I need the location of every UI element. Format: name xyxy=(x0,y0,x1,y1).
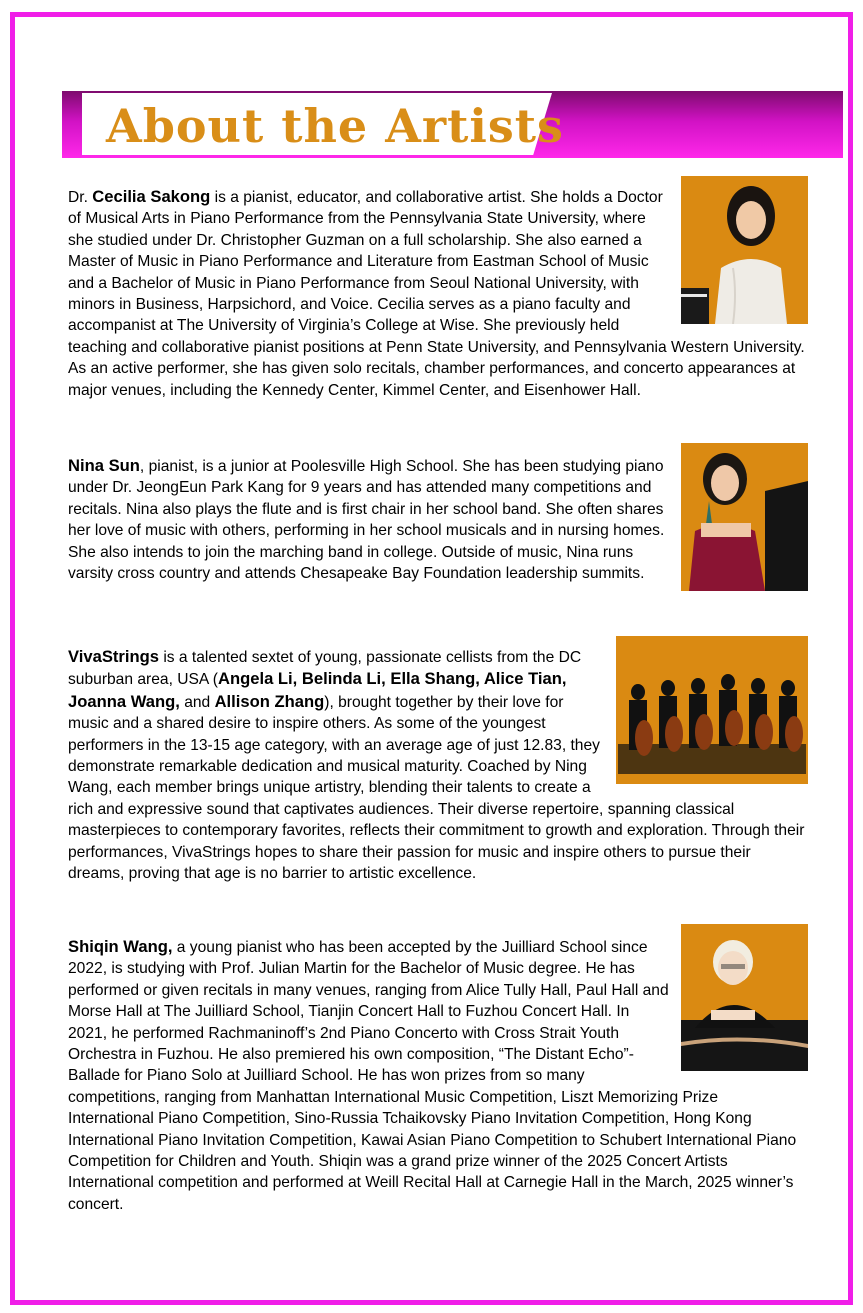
artist-name: VivaStrings xyxy=(68,647,159,666)
bio-cecilia-sakong: Dr. Cecilia Sakong is a pianist, educator, and collaborative artist. She holds a Doctor of Musical Arts in Piano Performance from the Pennsylvania State University, where she studied under Dr. Christopher Guzman on a full scholarship. She also earned a Master of Music in Piano Performance and Literature from Eastman School of Music and a Bachelor of Music in Piano Performance from Seoul National University, with minors in Business, Harpsichord, and Voice. Cecilia serves as a piano faculty and accompanist at The University of Virginia’s College at Wise. She previously held teaching and collaborative pianist positions at Penn State University, and Pennsylvania Western University. As an active performer, she has given solo recitals, chamber performances, and concerto appearances at major venues, including the Kennedy Center, Kimmel Center, and Eisenhower Hall. xyxy=(68,186,808,401)
member-names: Angela Li, Belinda Li, Ella Shang, Alice Tian, Joanna Wang, xyxy=(68,669,567,711)
bio-nina-sun: Nina Sun, pianist, is a junior at Poolesville High School. She has been studying piano under Dr. JeongEun Park Kang for 9 years and has attended many competitions and recitals. Nina also plays the flute and is first chair in her school band. She often shares her love of music with others, performing in her school musicals and in nursing homes. She also intends to join the marching band in college. Outside of music, Nina runs varsity cross country and attends Chesapeake Bay Foundation leadership summits. xyxy=(68,455,808,591)
artist-photo-shiqin-wang xyxy=(681,924,808,1071)
artist-name: Cecilia Sakong xyxy=(92,187,211,206)
artist-name: Nina Sun xyxy=(68,456,140,475)
bio-shiqin-wang: Shiqin Wang, a young pianist who has been accepted by the Juilliard School since 2022, is studying with Prof. Julian Martin for the Bachelor of Music degree. He has performed or given recitals in many venues, ranging from Alice Tully Hall, Paul Hall and Morse Hall at The Juilliard School, Tianjin Concert Hall to Fuzhou Concert Hall. In 2021, he performed Rachmaninoff’s 2nd Piano Concerto with Cross Strait Youth Orchestra in Fuzhou. He also premiered his own composition, “The Distant Echo”- Ballade for Piano Solo at Juilliard School. He has won prizes from so many competitions, ranging from Manhattan International Music Competition, Liszt Memorizing Prize International Piano Competition, Sino-Russia Tchaikovsky Piano Invitation Competition, Hong Kong International Piano Invitation Competition, Kawai Asian Piano Competition to Schubert International Piano Competition for Children and Youth. Shiqin was a grand prize winner of the 2025 Concert Artists International competition and performed at Weill Recital Hall at Carnegie Hall in the March, 2025 winner’s concert. xyxy=(68,936,808,1215)
member-name-last: Allison Zhang xyxy=(214,691,325,711)
artist-photo-vivastrings xyxy=(616,636,808,784)
page-title: About the Artists xyxy=(106,99,564,153)
artist-photo-nina-sun xyxy=(681,443,808,591)
artist-photo-cecilia-sakong xyxy=(681,176,808,324)
artist-name: Shiqin Wang, xyxy=(68,937,173,956)
bio-vivastrings: VivaStrings is a talented sextet of young, passionate cellists from the DC suburban area, USA (Angela Li, Belinda Li, Ella Shang, Alice Tian, Joanna Wang, and Allison Zhang), brought together by their love for music and a shared desire to inspire others. As some of the youngest performers in the 13-15 age category, with an average age of just 12.83, they demonstrate remarkable dedication and musical maturity. Coached by Ning Wang, each member brings unique artistry, blending their talents to create a rich and expressive sound that captivates audiences. Their diverse repertoire, spanning classical masterpieces to contemporary favorites, reflects their commitment to growth and exploration. Through their performances, VivaStrings hopes to share their passion for music and inspire others to pursue their dreams, proving that age is no barrier to artistic excellence. xyxy=(68,646,808,884)
